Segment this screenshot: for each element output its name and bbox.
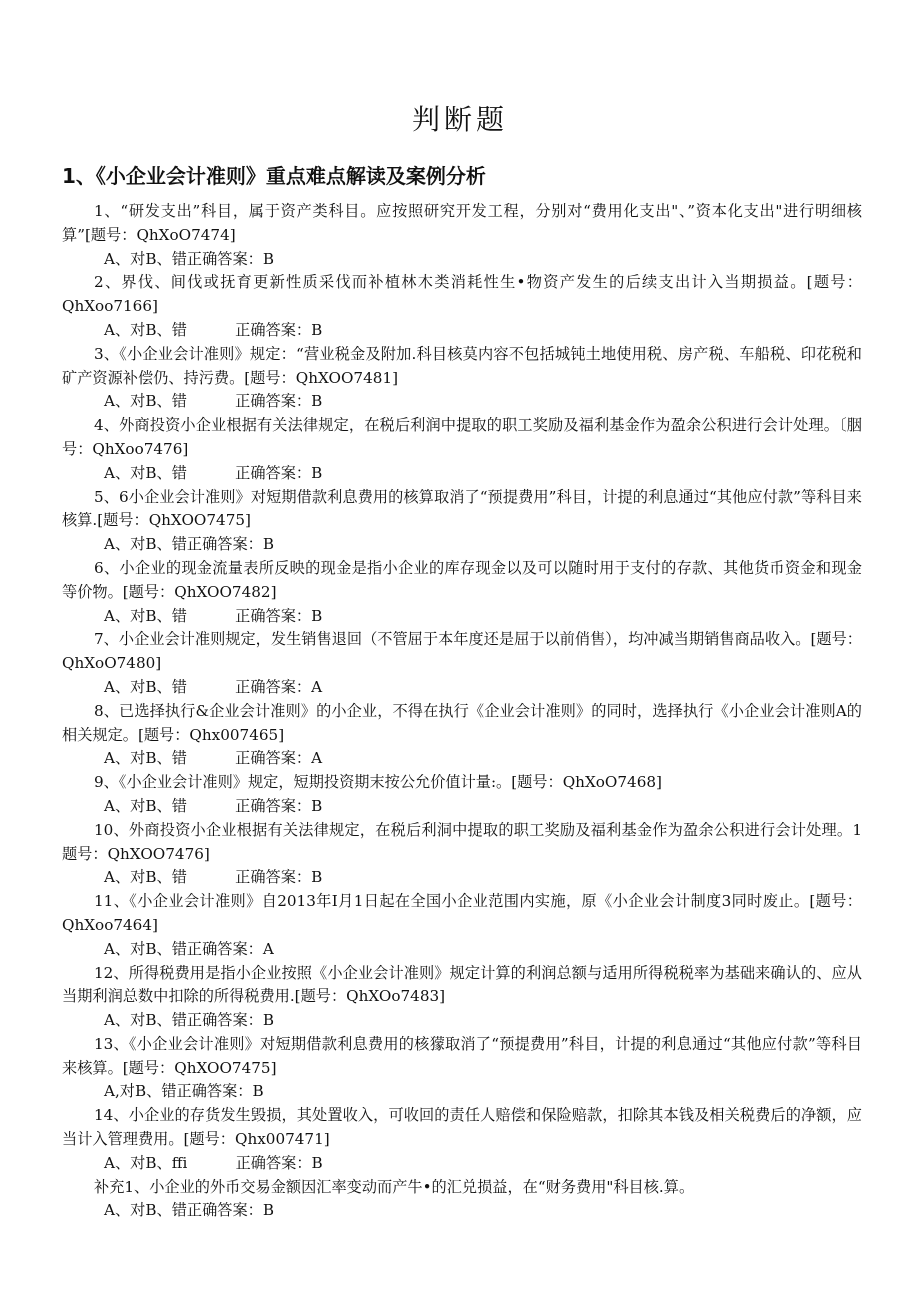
answer-line: A、对B、错正确答案：B xyxy=(104,249,274,268)
question-text: 11、《小企业会计准则》自2013年I月1日起在全国小企业范围内实施，原《小企业会计制度3同时废止。[题号：QhXoo7464] xyxy=(62,892,862,934)
question-text: 补充1、小企业的外币交易金额因汇率变动而产牛•的汇兑损益，在“财务费用"科目核.算。 xyxy=(94,1177,695,1196)
answer-line: A、对B、错正确答案：A xyxy=(104,939,274,958)
answer-line: A、对B、错 正确答案：B xyxy=(104,868,323,887)
answer-line: A、对B、错正确答案：B xyxy=(104,1201,274,1220)
question-list xyxy=(62,200,862,1223)
question-text: 8、已选择执行&企业会计准则》的小企业，不得在执行《企业会计准则》的同时，选择执行《小企业会计准则A的相关规定。[题号：Qhx007465] xyxy=(62,701,862,744)
page-title: 判断题 xyxy=(411,103,508,136)
answer-line: A、对B、错 正确答案：A xyxy=(104,677,323,696)
answer-line: A、对B、ffi 正确答案：B xyxy=(104,1153,323,1172)
question-text: 13、《小企业会计准则》对短期借款利息费用的核獴取消了“预提费用”科目，计提的利息通过“其他应付款”等科目来核算。[题号：QhXOO7475] xyxy=(62,1034,862,1077)
answer-line: A、对B、错 正确答案：B xyxy=(104,606,323,625)
answer-line: A、对B、错正确答案：B xyxy=(104,535,274,554)
answer-line: A、对B、错 正确答案：B xyxy=(104,463,323,482)
answer-line: A、对B、错 正确答案：B xyxy=(104,320,323,339)
question-text: 3、《小企业会计准则》规定：“营业税金及附加.科目核莫内容不包括城钝土地使用税、房产税、车船税、印花税和矿产资源补偿仍、持污费。[题号：QhXOO7481] xyxy=(62,344,862,387)
question-text: 4、外商投资小企业根据有关法律规定，在税后利润中提取的职工奖励及福利基金作为盈余公积进行会计处理。〔胭号：QhXoo7476] xyxy=(62,416,862,458)
answer-line: A、对B、错正确答案：B xyxy=(104,1011,274,1030)
answer-line: A,对B、错正确答案：B xyxy=(104,1082,264,1101)
answer-line: A、对B、错 正确答案：A xyxy=(104,749,323,768)
question-text: 6、小企业的现金流量表所反映的现金是指小企业的库存现金以及可以随时用于支付的存款、其他货币资金和现金等价物。[题号：QhXOO7482] xyxy=(62,558,862,601)
section-heading: 1、《小企业会计准则》重点难点解读及案例分析 xyxy=(62,164,486,188)
question-text: 10、外商投资小企业根据有关法律规定，在税后利洞中提取的职工奖励及福利基金作为盈余公积进行会计处理。1题号：QhXOO7476] xyxy=(62,820,862,863)
question-text: 14、小企业的存货发生毁损，其处置收入，可收回的责任人赔偿和保险赔款，扣除其本钱及相关税费后的净额，应当计入管理费用。[题号：Qhx007471] xyxy=(62,1106,862,1149)
question-text: 7、小企业会计准则规定，发生销售退回（不管屈于本年度还是屈于以前俏售），均冲减当期销售商品收入。[题号：QhXoO7480] xyxy=(62,630,862,673)
question-text: 5、6小企业会计准则》对短期借款利息费用的核算取消了“预提费用”科目，计提的利息通过“其他应付款”等科目来核算.[题号：QhXOO7475] xyxy=(62,487,862,530)
question-text: 1、“研发支出”科目，属于资产类科目。应按照研究开发工程，分别对“费用化支出"、”资本化支出"进行明细核算”[题号：QhXoO7474] xyxy=(62,202,862,244)
question-text: 9、《小企业会计准则》规定，短期投资期末按公允价值计量:。[题号：QhXoO7468] xyxy=(94,773,662,792)
question-text: 2、界伐、间伐或抚育更新性质采伐而补植林木类消耗性生•物资产发生的后续支出计入当期损益。[题号：QhXoo7166] xyxy=(62,273,862,316)
answer-line: A、对B、错 正确答案：B xyxy=(104,796,323,815)
question-text: 12、所得税费用是指小企业按照《小企业会计准则》规定计算的利润总额与适用所得税税率为基础来确认的、应从当期利润总数中扣除的所得税费用.[题号：QhXOo7483] xyxy=(62,963,862,1006)
answer-line: A、对B、错 正确答案：B xyxy=(104,392,323,411)
